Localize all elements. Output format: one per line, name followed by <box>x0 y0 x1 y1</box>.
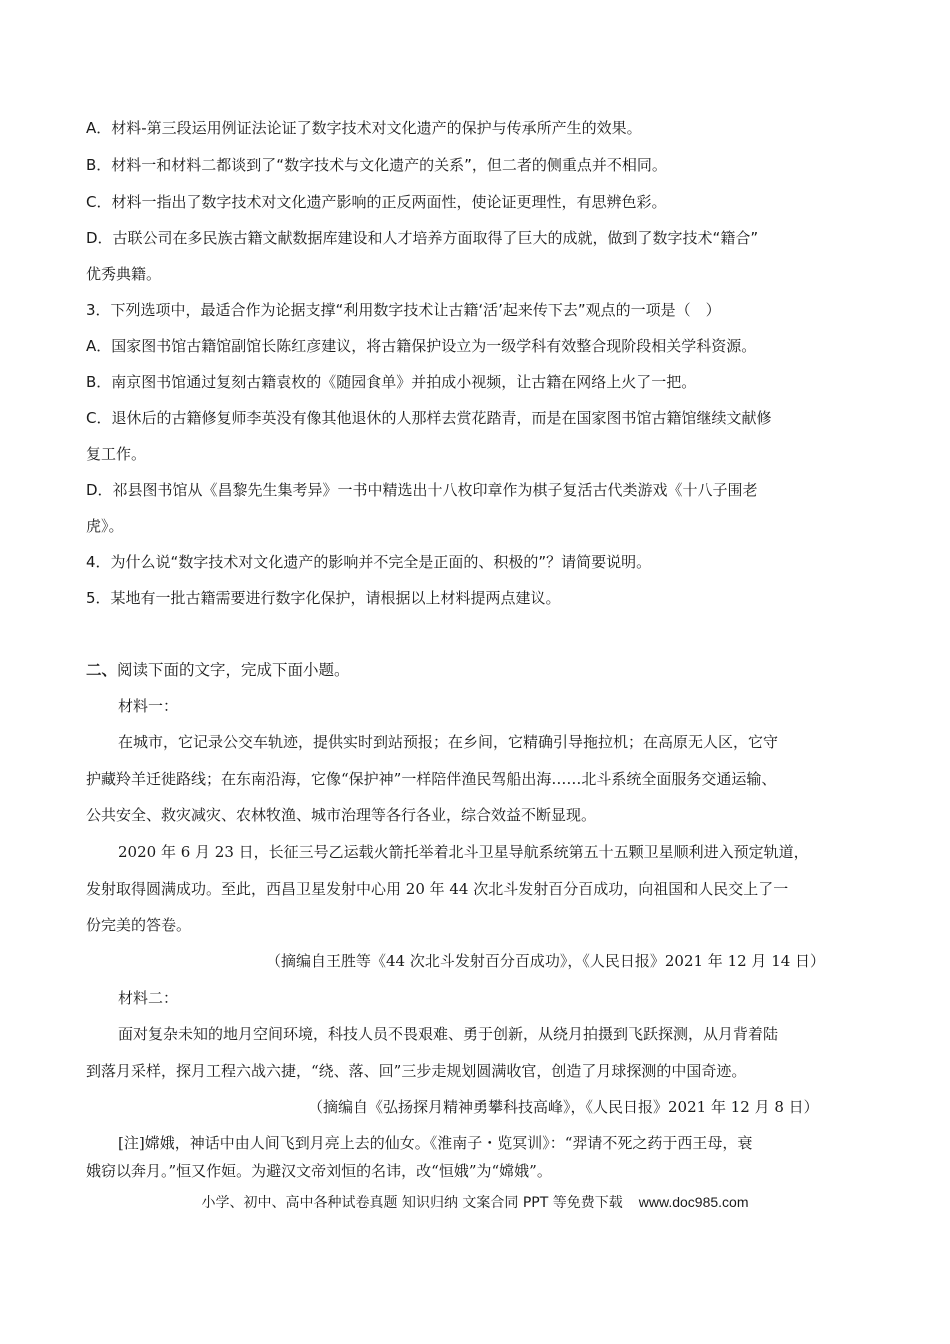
q3-stem: 3．下列选项中，最适合作为论据支撑“利用数字技术让古籍‘活’起来传下去”观点的一项是（ ） <box>86 301 721 319</box>
q3-option-c-line1: C．退休后的古籍修复师李英没有像其他退休的人那样去赏花踏青，而是在国家图书馆古籍馆继续文献修 <box>86 409 772 427</box>
material1-p1-line3: 公共安全、救灾减灾、农林牧渔、城市治理等各行各业，综合效益不断显现。 <box>86 806 597 824</box>
material2-p1-line2: 到落月采样，探月工程六战六捷，“绕、落、回”三步走规划圆满收官，创造了月球探测的中国奇迹。 <box>86 1062 747 1080</box>
section2-number: 二、 <box>86 661 118 679</box>
page-footer <box>0 1192 950 1213</box>
q3-option-a: A．国家图书馆古籍馆副馆长陈红彦建议，将古籍保护设立为一级学科有效整合现阶段相关学科资源。 <box>86 337 757 355</box>
material1-source: （摘编自王胜等《44 次北斗发射百分百成功》，《人民日报》2021 年 12 月 14 日） <box>266 952 826 970</box>
material1-label: 材料一： <box>118 697 179 715</box>
q2-option-a: A．材料-第三段运用例证法论证了数字技术对文化遗产的保护与传承所产生的效果。 <box>86 119 642 137</box>
note-line1: [注]嫦娥，神话中由人间飞到月亮上去的仙女。《淮南子・览冥训》：“羿请不死之药于西王母，衰 <box>118 1134 753 1152</box>
material2-p1-line1: 面对复杂未知的地月空间环境，科技人员不畏艰难、勇于创新，从绕月拍摄到飞跃探测，从月背着陆 <box>118 1025 779 1043</box>
q2-option-b: B．材料一和材料二都谈到了“数字技术与文化遗产的关系”，但二者的侧重点并不相同。 <box>86 156 667 174</box>
footer-text: 小学、初中、高中各种试卷真题 知识归纳 文案合同 PPT 等免费下载 <box>201 1195 623 1211</box>
q5-stem: 5．某地有一批古籍需要进行数字化保护，请根据以上材料提两点建议。 <box>86 589 561 607</box>
q2-option-d-line1: D．古联公司在多民族古籍文献数据库建设和人才培养方面取得了巨大的成就，做到了数字技术“籍合” <box>86 229 759 247</box>
section2-heading <box>86 660 876 680</box>
note-line2: 娥窃以奔月。”恒又作姮。为避汉文帝刘恒的名讳，改“恒娥”为“嫦娥”。 <box>86 1162 552 1180</box>
material1-p2-line1: 2020 年 6 月 23 日，长征三号乙运载火箭托举着北斗卫星导航系统第五十五颗卫星顺利进入预定轨道， <box>118 843 809 861</box>
q3-option-d-line2: 虎》。 <box>86 517 124 535</box>
section2-title: 阅读下面的文字，完成下面小题。 <box>117 661 350 679</box>
material1-p2-line2: 发射取得圆满成功。至此，西昌卫星发射中心用 20 年 44 次北斗发射百分百成功，向祖国和人民交上了一 <box>86 880 789 898</box>
material1-p2-line3: 份完美的答卷。 <box>86 916 192 934</box>
material2-source: （摘编自《弘扬探月精神勇攀科技高峰》，《人民日报》2021 年 12 月 8 日） <box>308 1098 819 1116</box>
material1-p1-line2: 护藏羚羊迁徙路线；在东南沿海，它像“保护神”一样陪伴渔民驾船出海……北斗系统全面服务交通运输、 <box>86 770 777 788</box>
q3-option-d-line1: D．祁县图书馆从《昌黎先生集考异》一书中精选出十八枚印章作为棋子复活古代类游戏《十八子围老 <box>86 481 758 499</box>
q4-stem: 4．为什么说“数字技术对文化遗产的影响并不完全是正面的、积极的”？请简要说明。 <box>86 553 652 571</box>
q2-option-d-line2: 优秀典籍。 <box>86 265 162 283</box>
q3-option-b: B．南京图书馆通过复刻古籍袁枚的《随园食单》并拍成小视频，让古籍在网络上火了一把。 <box>86 373 697 391</box>
material1-p1-line1: 在城市，它记录公交车轨迹，提供实时到站预报；在乡间，它精确引导拖拉机；在高原无人区，它守 <box>118 733 779 751</box>
q2-option-c: C．材料一指出了数字技术对文化遗产影响的正反两面性，使论证更理性，有思辨色彩。 <box>86 193 667 211</box>
material2-label: 材料二： <box>118 989 179 1007</box>
q3-option-c-line2: 复工作。 <box>86 445 147 463</box>
footer-url[interactable]: www.doc985.com <box>638 1194 749 1210</box>
